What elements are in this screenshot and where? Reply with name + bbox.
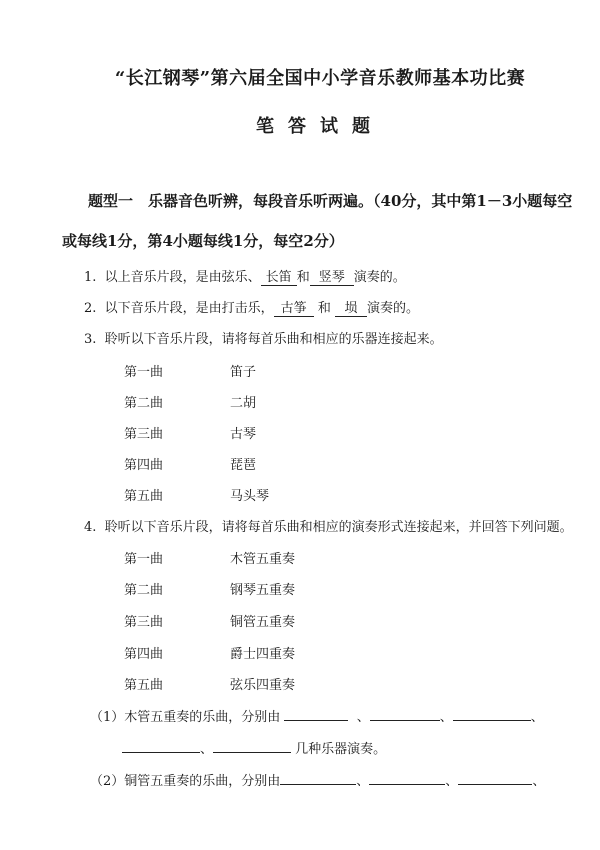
separator: 、: [445, 774, 459, 789]
question-3: [84, 328, 443, 347]
q4-piece: 第三曲: [124, 615, 164, 630]
q3-piece: 第五曲: [124, 489, 164, 504]
separator: 、: [356, 774, 370, 789]
answer-1a: 长笛: [261, 270, 297, 286]
question-2-text: 以下音乐片段，是由打击乐，: [104, 301, 274, 316]
question-1: [84, 266, 406, 286]
answer-blank[interactable]: [458, 772, 532, 785]
q4-form: 爵士四重奏: [230, 647, 296, 662]
answer-blank[interactable]: [284, 708, 348, 721]
q4-piece: 第一曲: [124, 552, 164, 567]
answer-blank[interactable]: [280, 772, 356, 785]
separator: 、: [356, 710, 370, 725]
q4-piece: 第五曲: [124, 678, 164, 693]
question-1-and: 和: [296, 270, 310, 285]
sub-question-1-label: （1）木管五重奏的乐曲，分别由: [90, 710, 281, 725]
sub-question-1-end: 几种乐器演奏。: [295, 742, 387, 757]
answer-blank[interactable]: [122, 740, 200, 753]
page-subtitle: 笔答试题: [256, 116, 384, 137]
question-4-number: 4.: [84, 520, 97, 535]
answer-blank[interactable]: [370, 708, 440, 721]
answer-blank[interactable]: [213, 740, 291, 753]
page-title: “长江钢琴”第六届全国中小学音乐教师基本功比赛: [114, 68, 526, 89]
question-4: [84, 516, 573, 535]
separator: 、: [439, 710, 453, 725]
section-heading-line2: 或每线1分，第4小题每线1分，每空2分）: [62, 232, 344, 250]
question-1-end: 演奏的。: [353, 270, 406, 285]
q3-instrument: 马头琴: [230, 489, 270, 504]
question-2-end: 演奏的。: [366, 301, 419, 316]
q4-form: 木管五重奏: [230, 552, 296, 567]
separator: 、: [530, 710, 544, 725]
answer-blank[interactable]: [369, 772, 445, 785]
q3-piece: 第一曲: [124, 365, 164, 380]
sub-question-2-label: （2）铜管五重奏的乐曲，分别由: [90, 774, 281, 789]
question-3-text: 聆听以下音乐片段，请将每首乐曲和相应的乐器连接起来。: [104, 332, 443, 347]
question-2-number: 2.: [84, 301, 97, 316]
sub-question-2: [90, 770, 545, 789]
q3-piece: 第二曲: [124, 396, 164, 411]
answer-2b: 埙: [335, 301, 367, 317]
question-2: [84, 297, 419, 317]
question-1-text: 以上音乐片段，是由弦乐、: [104, 270, 261, 285]
answer-1b: 竖琴: [310, 270, 354, 286]
question-2-and: 和: [317, 301, 331, 316]
q3-instrument: 琵琶: [230, 458, 257, 473]
answer-blank[interactable]: [453, 708, 531, 721]
q4-form: 弦乐四重奏: [230, 678, 296, 693]
q4-form: 铜管五重奏: [230, 615, 296, 630]
question-1-number: 1.: [84, 270, 97, 285]
q3-piece: 第四曲: [124, 458, 164, 473]
question-4-text: 聆听以下音乐片段，请将每首乐曲和相应的演奏形式连接起来，并回答下列问题。: [104, 520, 573, 535]
q4-form: 钢琴五重奏: [230, 583, 296, 598]
q4-piece: 第四曲: [124, 647, 164, 662]
question-3-number: 3.: [84, 332, 97, 347]
separator: 、: [532, 774, 546, 789]
q4-piece: 第二曲: [124, 583, 164, 598]
answer-2a: 古筝: [274, 301, 314, 317]
separator: 、: [200, 742, 214, 757]
q3-instrument: 二胡: [230, 396, 257, 411]
section-heading-line1: 题型一 乐器音色听辨，每段音乐听两遍。（40分，其中第1－3小题每空: [88, 192, 573, 210]
q3-piece: 第三曲: [124, 427, 164, 442]
sub-question-1: [90, 706, 544, 725]
q3-instrument: 笛子: [230, 365, 257, 380]
q3-instrument: 古琴: [230, 427, 257, 442]
sub-question-1-cont: [122, 738, 386, 757]
